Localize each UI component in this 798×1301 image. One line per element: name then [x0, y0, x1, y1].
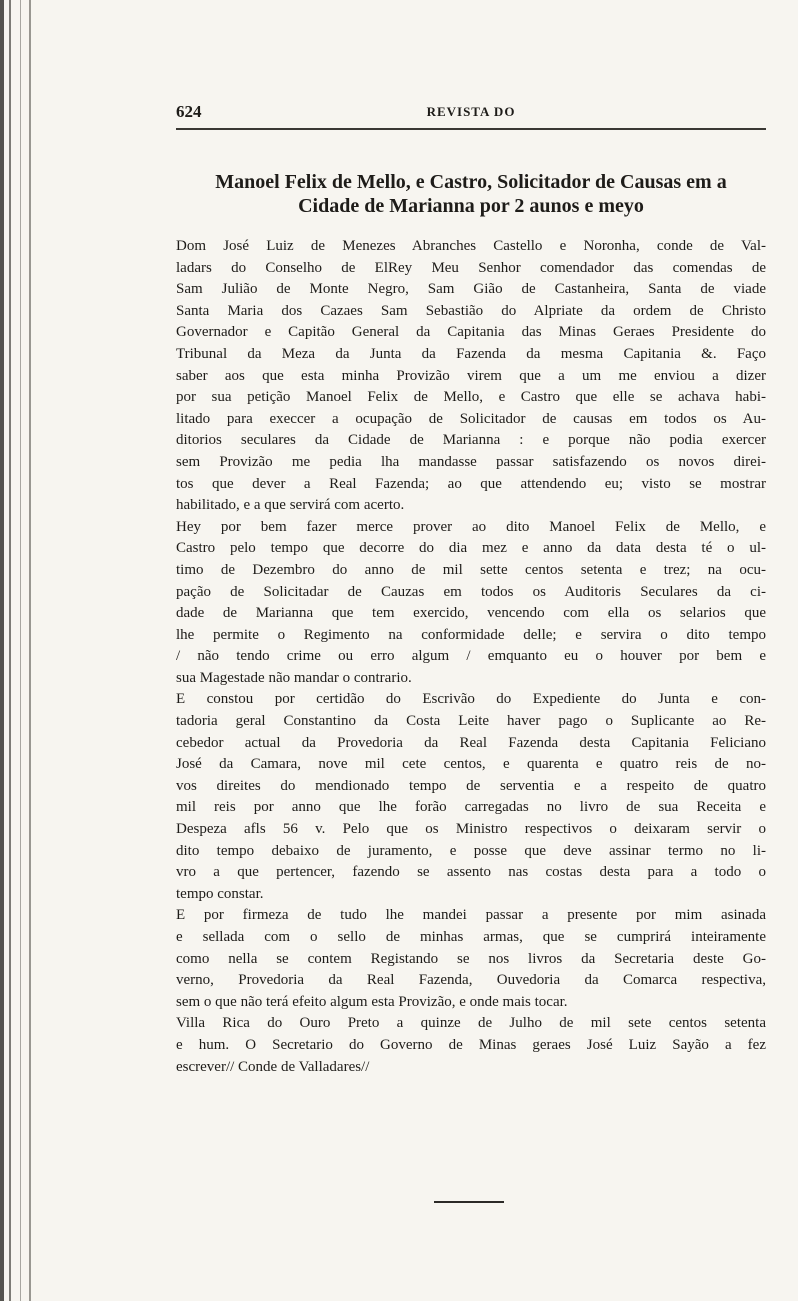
text-line: pação de Solicitadar de Cauzas em todos os Auditoris Seculares da ci-	[176, 583, 766, 600]
text-line: tos que dever a Real Fazenda; ao que attendendo eu; visto se mostrar	[176, 475, 766, 492]
text-line: ditorios seculares da Cidade de Marianna : e porque não podia exercer	[176, 432, 766, 449]
text-line: tadoria geral Constantino da Costa Leite haver pago o Suplicante ao Re-	[176, 713, 766, 730]
page-edge-shadow	[0, 0, 4, 1301]
text-line: por sua petição Manoel Felix de Mello, e Castro que elle se achava habi-	[176, 389, 766, 406]
text-line: escrever// Conde de Valladares//	[176, 1058, 370, 1075]
text-line: E por firmeza de tudo lhe mandei passar a presente por mim asinada	[176, 907, 766, 924]
text-line: E constou por certidão do Escrivão do Expediente do Junta e con-	[176, 691, 766, 708]
header-rule	[176, 128, 766, 130]
text-line: verno, Provedoria da Real Fazenda, Ouvedoria da Comarca respectiva,	[176, 972, 766, 989]
page-edge-shadow	[29, 0, 31, 1301]
text-line: habilitado, e a que servirá com acerto.	[176, 497, 405, 514]
document-title	[176, 170, 766, 218]
text-line: Dom José Luiz de Menezes Abranches Castello e Noronha, conde de Val-	[176, 238, 766, 254]
text-line: dito tempo debaixo de juramento, e posse que deve assinar termo no li-	[176, 842, 766, 859]
title-line: Manoel Felix de Mello, e Castro, Solicitador de Causas em a	[215, 171, 727, 193]
text-line: e hum. O Secretario do Governo de Minas geraes José Luiz Sayão a fez	[176, 1036, 766, 1053]
text-line: Hey por bem fazer merce prover ao dito Manoel Felix de Mello, e	[176, 518, 766, 535]
closing-rule	[434, 1201, 504, 1203]
text-line: Governador e Capitão General da Capitania das Minas Geraes Presidente do	[176, 324, 766, 341]
text-line: dade de Marianna que tem exercido, vencendo com ella os selarios que	[176, 605, 766, 622]
text-line: Villa Rica do Ouro Preto a quinze de Julho de mil sete centos setenta	[176, 1015, 766, 1032]
text-line: José da Camara, nove mil cete centos, e quarenta e quatro reis de no-	[176, 756, 766, 773]
text-line: / não tendo crime ou erro algum / emquanto eu o houver por bem e	[176, 648, 766, 665]
text-line: Castro pelo tempo que decorre do dia mez e anno da data desta té o ul-	[176, 540, 766, 557]
text-line: mil reis por anno que lhe forão carregadas no livro de sua Receita e	[176, 799, 766, 816]
text-line: vro a que pertencer, fazendo se assento nas costas desta para a todo o	[176, 864, 766, 881]
document-body	[176, 236, 766, 1078]
text-line: timo de Dezembro do anno de mil sette centos setenta e trez; na ocu-	[176, 561, 766, 578]
text-line: Despeza afls 56 v. Pelo que os Ministro respectivos o deixaram servir o	[176, 821, 766, 838]
text-line: ladars do Conselho de ElRey Meu Senhor comendador das comendas de	[176, 259, 766, 276]
text-line: e sellada com o sello de minhas armas, que se cumprirá inteiramente	[176, 929, 766, 945]
document-page	[176, 0, 766, 1301]
text-line: cebedor actual da Provedoria da Real Fazenda desta Capitania Feliciano	[176, 734, 766, 751]
text-line: sem o que não terá efeito algum esta Provizão, e onde mais tocar.	[176, 993, 568, 1010]
page-number: 624	[176, 102, 202, 121]
page-edge-shadow	[9, 0, 11, 1301]
text-line: sua Magestade não mandar o contrario.	[176, 669, 412, 686]
text-line: vos direites do mendionado tempo de serventia e a respeito de quatro	[176, 777, 766, 794]
journal-name: REVISTA DO	[426, 104, 516, 119]
text-line: litado para execcer a ocupação de Solicitador de causas em todos os Au-	[176, 410, 766, 427]
title-line: Cidade de Marianna por 2 aunos e meyo	[298, 195, 644, 217]
text-line: Sam Julião de Monte Negro, Sam Gião de Castanheira, Santa de viade	[176, 281, 766, 298]
text-line: Tribunal da Meza da Junta da Fazenda da mesma Capitania &. Faço	[176, 345, 766, 362]
text-line: Santa Maria dos Cazaes Sam Sebastião do Alpriate da ordem de Christo	[176, 302, 766, 319]
page-edge-shadow	[20, 0, 21, 1301]
running-head	[176, 100, 766, 124]
text-line: saber aos que esta minha Provizão virem que a um me enviou a dizer	[176, 367, 766, 384]
text-line: sem Provizão me pedia lha mandasse passar satisfazendo os novos direi-	[176, 453, 766, 470]
text-line: lhe permite o Regimento na conformidade delle; e servira o dito tempo	[176, 626, 766, 643]
text-line: tempo constar.	[176, 885, 264, 902]
text-line: como nella se contem Registando se nos livros da Secretaria deste Go-	[176, 950, 766, 967]
